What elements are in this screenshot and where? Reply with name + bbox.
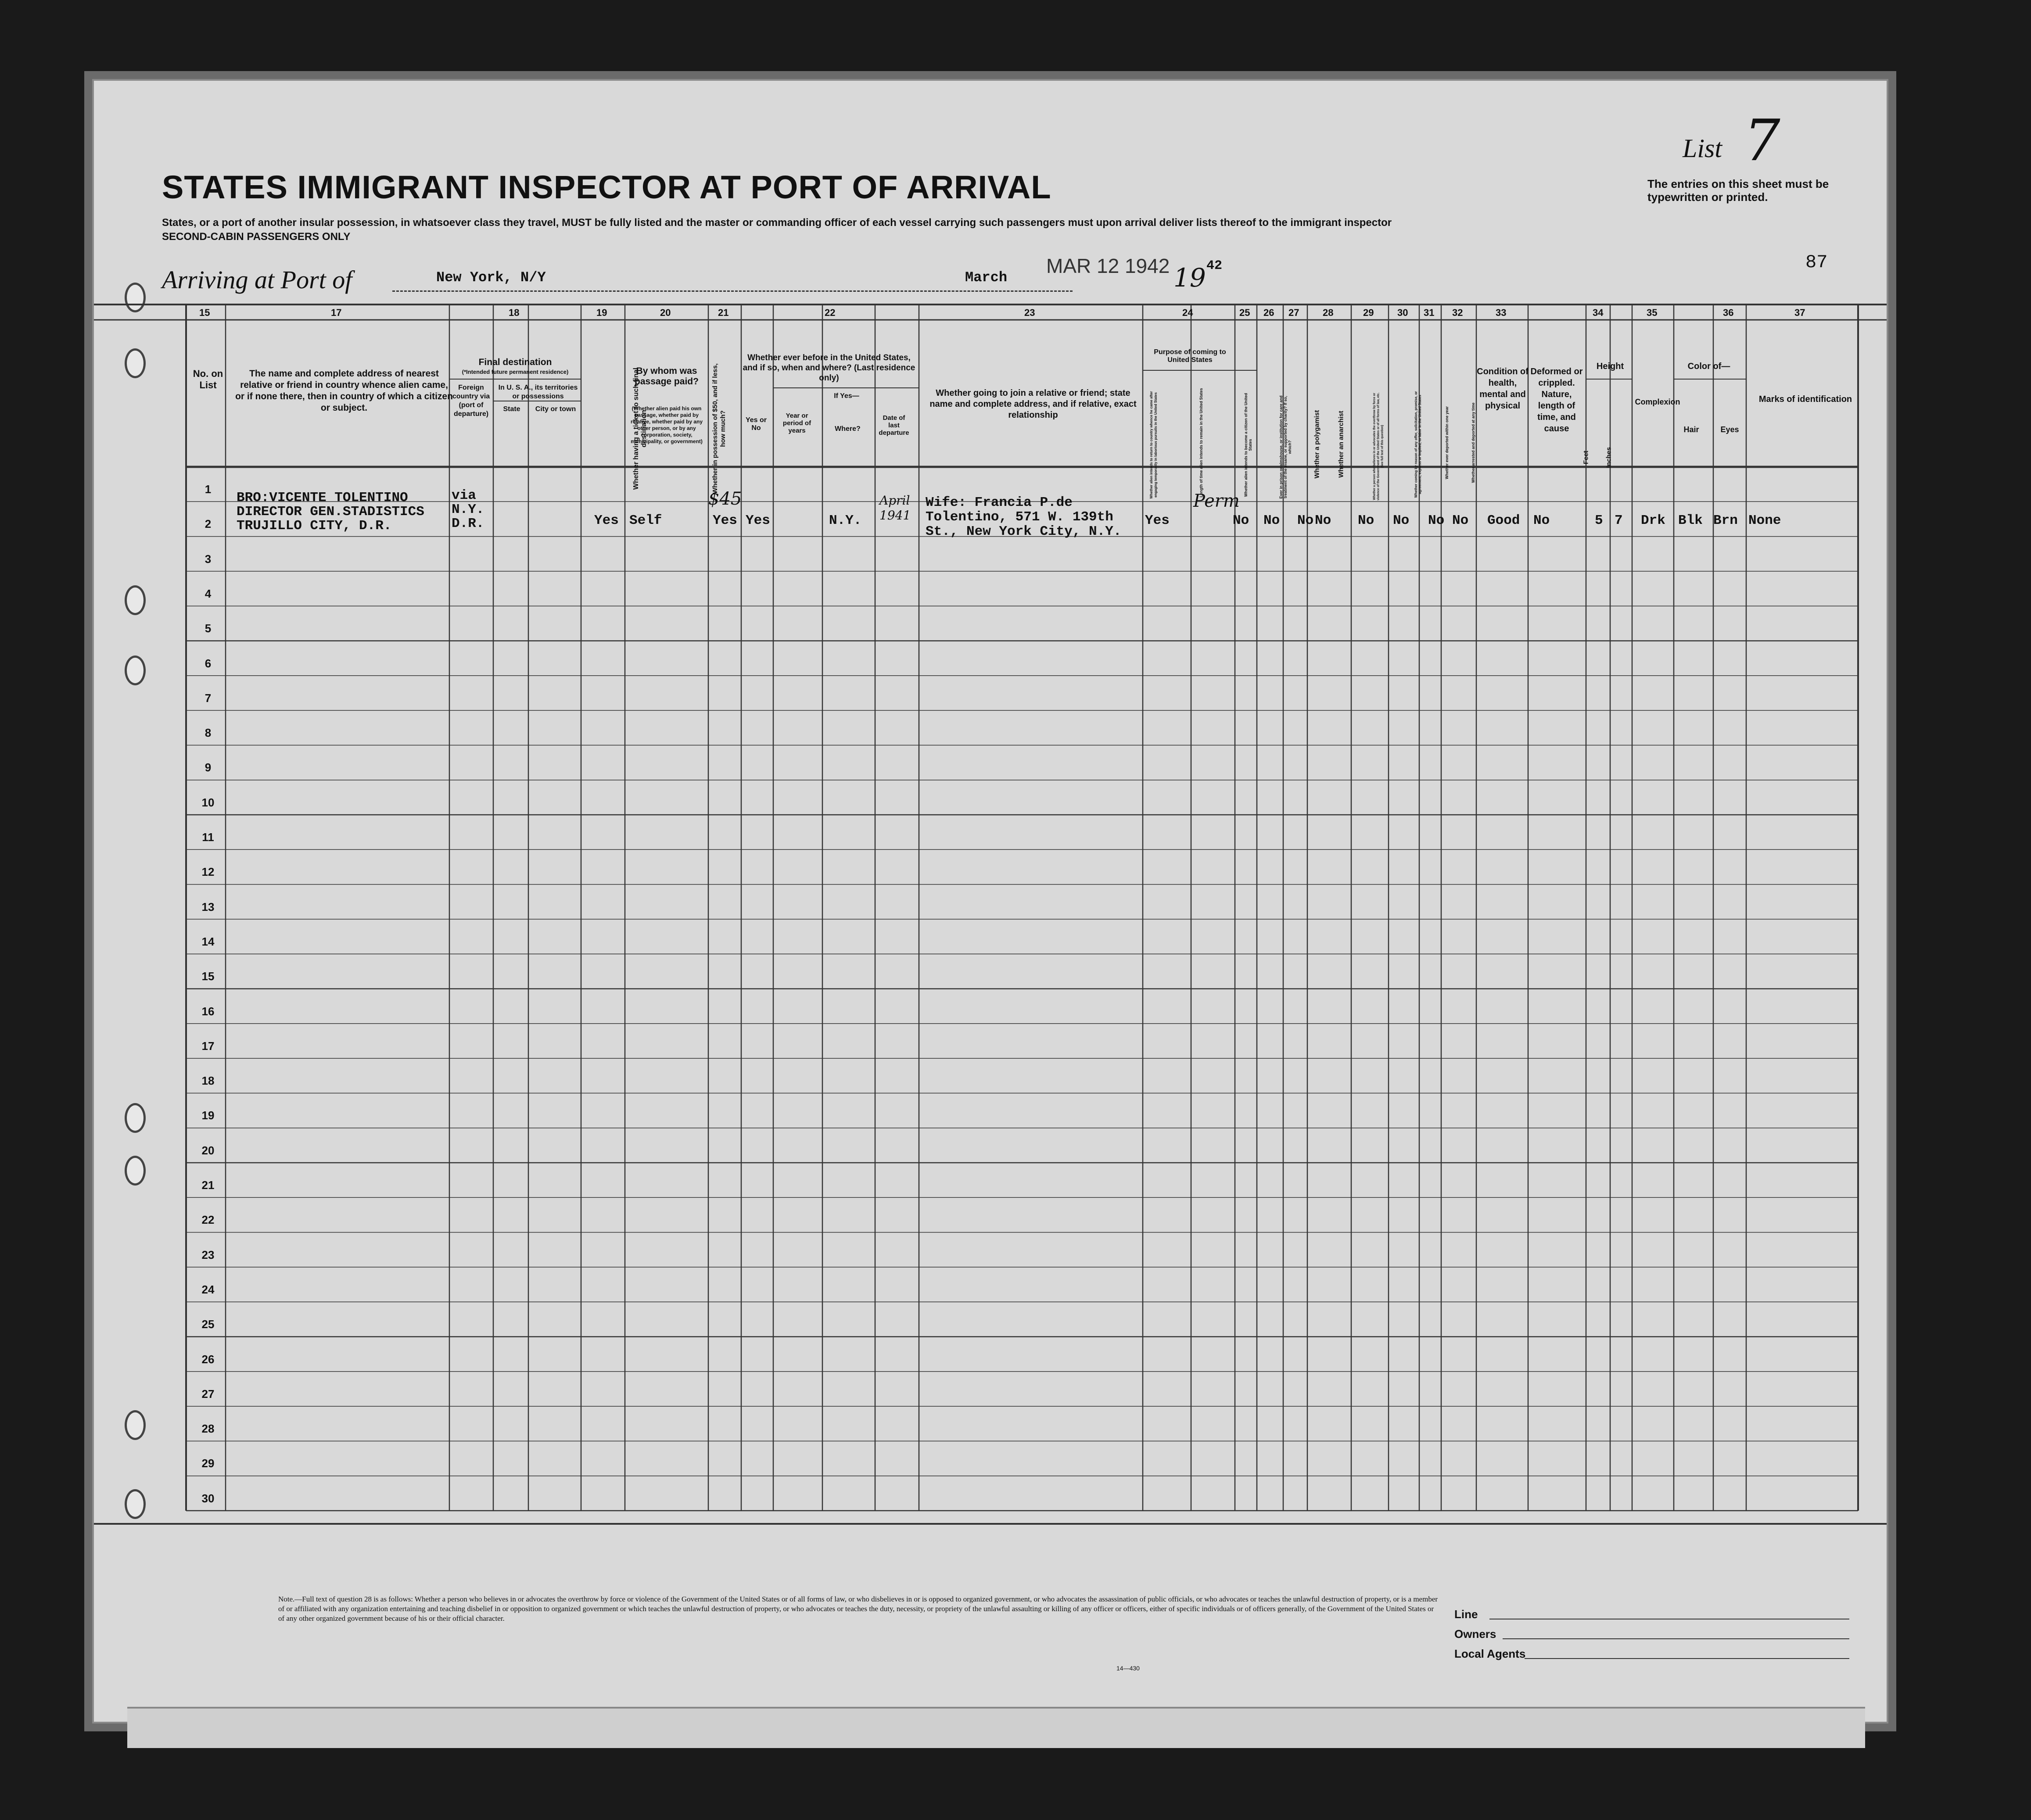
table-grid bbox=[94, 81, 1887, 1722]
via-line: N.Y. bbox=[452, 502, 484, 517]
port-value: New York, N/Y bbox=[436, 269, 546, 286]
row-number: 20 bbox=[201, 1143, 215, 1157]
header-purpose-citizen: Whether alien intends to become a citizen of the United States bbox=[1244, 393, 1252, 497]
agents-field bbox=[1525, 1658, 1849, 1659]
header-inches: Inches bbox=[1605, 447, 1613, 468]
row-1-relative bbox=[237, 491, 424, 533]
row-number: 15 bbox=[201, 970, 215, 983]
row-number: 8 bbox=[205, 726, 212, 740]
row-number: 9 bbox=[205, 761, 212, 774]
header-deported-any: Whether arrested and deported at any time bbox=[1471, 402, 1475, 483]
header-foreign-country: Foreign country via (port of departure) bbox=[452, 384, 490, 418]
header-marks: Marks of identification bbox=[1758, 394, 1852, 404]
column-number: 18 bbox=[509, 307, 520, 318]
row-1-paid-by: Self bbox=[629, 513, 662, 528]
header-usa: In U. S. A., its territories or possessions bbox=[498, 384, 578, 400]
list-number: 7 bbox=[1744, 107, 1780, 174]
row-number: 11 bbox=[202, 831, 214, 844]
column-number: 22 bbox=[825, 307, 836, 318]
row-1-prison: No bbox=[1263, 513, 1280, 528]
row-1-polygamist: No bbox=[1297, 513, 1314, 528]
month-value: March bbox=[965, 269, 1008, 286]
row-number: 29 bbox=[201, 1457, 215, 1470]
column-number: 34 bbox=[1593, 307, 1604, 318]
row-number: 16 bbox=[201, 1004, 215, 1018]
row-number: 23 bbox=[201, 1248, 215, 1261]
page-stamp: 87 bbox=[1805, 252, 1828, 273]
underlying-page-edge bbox=[127, 1707, 1865, 1748]
header-polygamist: Whether a polygamist bbox=[1313, 410, 1321, 479]
row-number: 18 bbox=[201, 1074, 215, 1088]
header-final-destination: Final destination bbox=[478, 357, 552, 367]
row-number: 14 bbox=[201, 935, 215, 948]
row-1-purpose-return: Yes bbox=[1145, 513, 1170, 528]
column-number: 24 bbox=[1182, 307, 1193, 318]
header-last-departure: Date of last departure bbox=[879, 414, 909, 437]
row-1-ticket: Yes bbox=[594, 513, 619, 528]
row-number: 7 bbox=[205, 691, 212, 705]
header-before-in-us: Whether ever before in the United States, and if so, when and where? (Last residence only) bbox=[743, 353, 915, 383]
header-city: City or town bbox=[535, 405, 576, 413]
header-complexion: Complexion bbox=[1635, 398, 1680, 406]
header-eyes: Eyes bbox=[1720, 425, 1739, 434]
header-health: Condition of health, mental and physical bbox=[1477, 367, 1529, 411]
row-number: 3 bbox=[205, 552, 212, 566]
column-number: 15 bbox=[199, 307, 210, 318]
joining-line: Tolentino, 571 W. 139th bbox=[926, 509, 1113, 525]
row-number: 19 bbox=[201, 1109, 215, 1122]
column-number: 27 bbox=[1288, 307, 1299, 318]
column-number: 26 bbox=[1263, 307, 1274, 318]
relative-line: BRO:VICENTE TOLENTINO bbox=[237, 490, 408, 505]
header-fifty-dollars: Whether in possession of $50, and if less, how much? bbox=[711, 363, 727, 494]
row-number: 21 bbox=[201, 1179, 215, 1192]
row-1-complexion: Drk bbox=[1641, 513, 1665, 528]
row-1-deported-year: No bbox=[1428, 513, 1445, 528]
row-1-eyes: Brn bbox=[1713, 513, 1738, 528]
row-1-joining bbox=[926, 495, 1121, 539]
header-hair: Hair bbox=[1683, 425, 1699, 434]
column-number: 17 bbox=[331, 307, 342, 318]
row-1-before-departure: April 1941 bbox=[879, 493, 911, 523]
relative-line: DIRECTOR GEN.STADISTICS bbox=[237, 504, 424, 519]
row-1-before-yes-no: Yes bbox=[746, 513, 770, 528]
row-1-marks: None bbox=[1748, 513, 1781, 528]
row-number: 17 bbox=[201, 1039, 215, 1053]
row-number: 22 bbox=[201, 1213, 215, 1227]
header-passage-paid: By whom was passage paid? bbox=[635, 366, 699, 387]
row-number: 1 bbox=[205, 483, 212, 496]
form-title: STATES IMMIGRANT INSPECTOR AT PORT OF ARRIVAL bbox=[162, 169, 1051, 205]
row-1-before-where: N.Y. bbox=[829, 513, 862, 528]
row-1-fifty-dollars: Yes bbox=[713, 513, 737, 528]
footnote-question-28: Note.—Full text of question 28 is as follows: Whether a person who believes in or advocates the overthrow by force or violence of the Government of the United States or of all forms of law, or who disbelieves in or is opposed to organized government, or who advocates the assassination of public officials, or who advocates or teaches the unlawful destruction of property, or is a member of or affiliated with any organization entertaining and teaching disbelief in or opposition to organized government or which teaches the unlawful destruction of property, or who advocates or teaches the duty, necessity, or propriety of the unlawful assaulting or killing of any officer or officers, either of specific individuals or of officers generally, of the Government of the United States or of any other organized government because of his or their official character. bbox=[278, 1595, 1438, 1623]
header-relative: The name and complete address of nearest relative or friend in country whence alien came, or if none there, then in country of which a citizen or subject. bbox=[235, 369, 453, 413]
joining-line: St., New York City, N.Y. bbox=[926, 524, 1122, 539]
row-number: 13 bbox=[201, 900, 215, 914]
form-subtitle: States, or a port of another insular possession, in whatsoever class they travel, MUST be fully listed and the master or commanding officer of each vessel carrying such passengers must upon arrival deliver lists thereof to the immigrant inspector bbox=[162, 217, 1392, 229]
column-number: 32 bbox=[1452, 307, 1463, 318]
header-passage-note: (Whether alien paid his own passage, whether paid by relative, whether paid by any other person, or by any corporation, society, municipality, or government) bbox=[630, 405, 703, 444]
owners-field bbox=[1503, 1638, 1849, 1639]
via-line: via bbox=[452, 488, 476, 503]
arriving-label: Arriving at Port of bbox=[162, 265, 352, 294]
row-1-fifty-annotation: $45 bbox=[708, 489, 742, 509]
header-feet: Feet bbox=[1582, 451, 1590, 464]
header-labor-offer: Whether coming by reason of any offer, solicitation, promise, or agreement, express or implied, to labor in the United States bbox=[1414, 391, 1422, 498]
relative-line: TRUJILLO CITY, D.R. bbox=[237, 518, 392, 534]
header-if-yes: If Yes— bbox=[834, 392, 859, 400]
column-number: 20 bbox=[660, 307, 671, 318]
row-1-purpose-length: Perm bbox=[1193, 491, 1240, 511]
row-1-deformed: No bbox=[1533, 513, 1550, 528]
year-prefix: 19 bbox=[1173, 263, 1206, 293]
column-number: 19 bbox=[596, 307, 607, 318]
list-label: List bbox=[1683, 134, 1722, 163]
row-1-health: Good bbox=[1487, 513, 1520, 528]
header-overthrow: Whether a person who believes in or advocates the overthrow by force or violence of the Government of the United States or of all forms of law, etc. (See full text of this question) bbox=[1373, 392, 1384, 501]
header-prison: Ever in prison or almshouse, or institution for care and treatment of the insane, or supported by charity? If so, which? bbox=[1279, 395, 1292, 499]
form-number: 14—430 bbox=[1116, 1665, 1140, 1672]
header-deformed: Deformed or crippled. Nature, length of time, and cause bbox=[1530, 367, 1583, 434]
row-number: 24 bbox=[201, 1283, 215, 1296]
header-deported-year: Whether ever deported within one year bbox=[1445, 406, 1449, 480]
year-suffix: 42 bbox=[1206, 258, 1223, 273]
row-1-feet: 5 bbox=[1595, 513, 1603, 528]
column-number: 36 bbox=[1723, 307, 1734, 318]
via-line: D.R. bbox=[452, 516, 484, 531]
column-number: 30 bbox=[1397, 307, 1408, 318]
row-1-deported-any: No bbox=[1452, 513, 1469, 528]
column-number: 28 bbox=[1323, 307, 1334, 318]
joining-line: Wife: Francia P.de bbox=[926, 495, 1073, 510]
row-1-labor-offer: No bbox=[1393, 513, 1410, 528]
row-number: 12 bbox=[201, 865, 215, 879]
column-number: 37 bbox=[1794, 307, 1805, 318]
line-label: Line bbox=[1454, 1608, 1478, 1621]
row-1-overthrow: No bbox=[1358, 513, 1374, 528]
header-years: Year or period of years bbox=[782, 412, 811, 434]
agents-label: Local Agents bbox=[1454, 1647, 1526, 1660]
header-purpose-return: Whether alien intends to return to country whence he came after engaging temporarily in laborious pursuits in the United States bbox=[1149, 391, 1158, 499]
row-number: 2 bbox=[205, 517, 212, 531]
row-number: 28 bbox=[201, 1422, 215, 1436]
typewritten-instruction: The entries on this sheet must be typewritten or printed. bbox=[1647, 177, 1829, 204]
header-no-on-list: No. on List bbox=[193, 368, 223, 391]
header-state: State bbox=[503, 405, 520, 413]
manifest-sheet bbox=[92, 79, 1888, 1723]
header-ticket: Whether having a ticket to such final destination bbox=[632, 367, 648, 490]
row-number: 25 bbox=[201, 1318, 215, 1331]
header-anarchist: Whether an anarchist bbox=[1337, 411, 1345, 478]
column-number: 33 bbox=[1496, 307, 1507, 318]
row-number: 4 bbox=[205, 587, 212, 600]
row-1-inches: 7 bbox=[1615, 513, 1623, 528]
column-number: 31 bbox=[1424, 307, 1435, 318]
header-purpose: Purpose of coming to United States bbox=[1154, 348, 1226, 364]
header-final-destination-note: (*Intended future permanent residence) bbox=[462, 369, 569, 375]
owners-label: Owners bbox=[1454, 1627, 1496, 1641]
header-purpose-length: Length of time alien intends to remain in the United States bbox=[1199, 388, 1203, 498]
row-number: 5 bbox=[205, 622, 212, 635]
date-stamp: MAR 12 1942 bbox=[1046, 254, 1170, 277]
row-1-anarchist: No bbox=[1315, 513, 1331, 528]
column-number: 35 bbox=[1647, 307, 1658, 318]
column-number: 23 bbox=[1024, 307, 1035, 318]
row-number: 30 bbox=[201, 1491, 215, 1505]
cabin-class: SECOND-CABIN PASSENGERS ONLY bbox=[162, 231, 351, 243]
header-yes-no: Yes or No bbox=[745, 416, 767, 432]
column-number: 21 bbox=[718, 307, 729, 318]
row-number: 6 bbox=[205, 656, 212, 670]
row-number: 27 bbox=[201, 1387, 215, 1401]
header-height: Height bbox=[1596, 362, 1624, 371]
header-joining: Whether going to join a relative or friend; state name and complete address, and if relative, exact relationship bbox=[929, 388, 1137, 420]
row-1-foreign-via bbox=[452, 489, 484, 531]
header-where: Where? bbox=[835, 425, 861, 433]
row-1-hair: Blk bbox=[1678, 513, 1703, 528]
row-1-purpose-citizen: No bbox=[1233, 513, 1249, 528]
row-number: 10 bbox=[201, 795, 215, 809]
column-number: 29 bbox=[1363, 307, 1374, 318]
row-number: 26 bbox=[201, 1352, 215, 1366]
header-color-of: Color of— bbox=[1687, 362, 1730, 371]
column-number: 25 bbox=[1239, 307, 1250, 318]
